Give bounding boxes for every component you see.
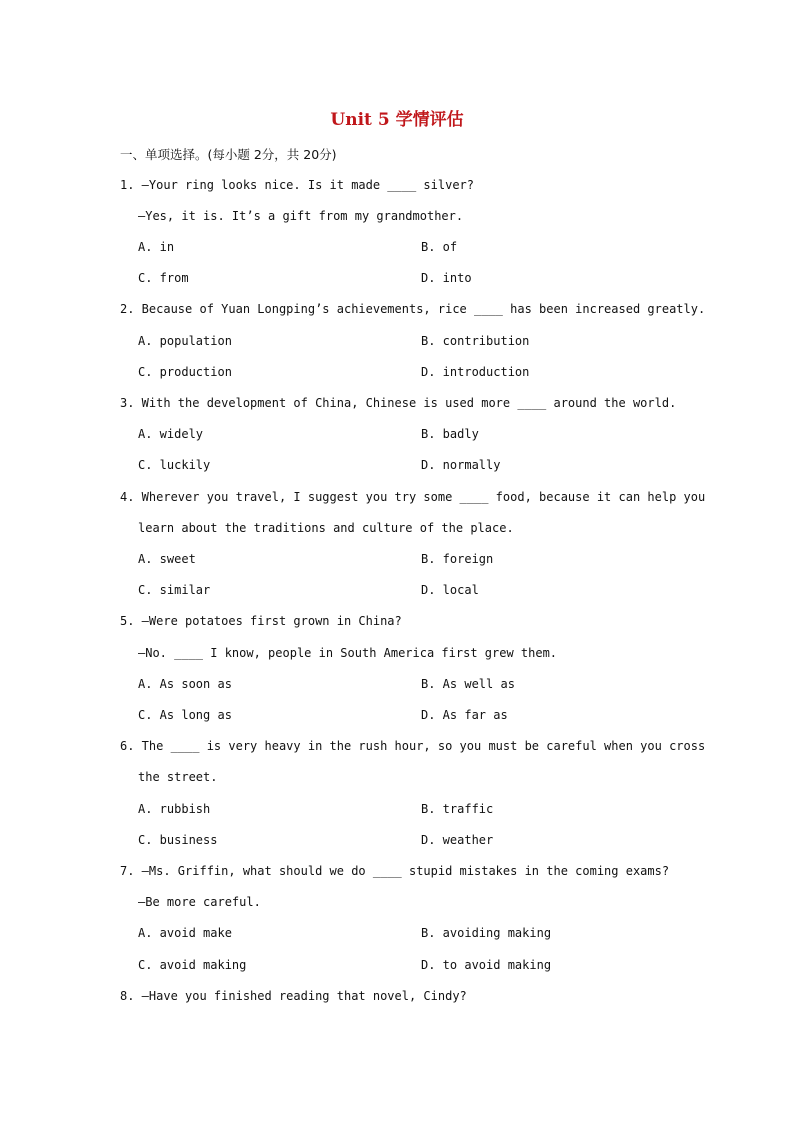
- option-b: B. foreign: [421, 552, 494, 566]
- option-b: B. traffic: [421, 802, 494, 816]
- option-c: C. As long as: [138, 708, 232, 722]
- section-heading: 一、单项选择。(每小题 2分，共 20分): [120, 147, 337, 162]
- option-b: B. As well as: [421, 677, 515, 691]
- option-a: A. avoid make: [138, 926, 232, 940]
- option-a: A. population: [138, 334, 232, 348]
- option-a: A. As soon as: [138, 677, 232, 691]
- option-d: D. to avoid making: [421, 958, 552, 972]
- option-a: A. sweet: [138, 552, 196, 566]
- option-d: D. weather: [421, 833, 494, 847]
- option-c: C. luckily: [138, 458, 211, 472]
- option-a: A. rubbish: [138, 802, 211, 816]
- option-b: B. of: [421, 240, 458, 254]
- question-4-stem: 4. Wherever you travel, I suggest you try some ____ food, because it can help you: [120, 490, 706, 504]
- option-c: C. similar: [138, 583, 211, 597]
- page-title: Unit 5 学情评估: [330, 110, 464, 130]
- option-b: B. contribution: [421, 334, 530, 348]
- option-d: D. introduction: [421, 365, 530, 379]
- option-d: D. into: [421, 271, 472, 285]
- question-1-stem: 1. —Your ring looks nice. Is it made ____ silver?: [120, 178, 475, 192]
- option-a: A. in: [138, 240, 175, 254]
- question-3-stem: 3. With the development of China, Chinese is used more ____ around the world.: [120, 396, 677, 410]
- option-b: B. badly: [421, 427, 479, 441]
- question-8-stem: 8. —Have you finished reading that novel, Cindy?: [120, 989, 467, 1003]
- option-c: C. from: [138, 271, 189, 285]
- option-a: A. widely: [138, 427, 204, 441]
- question-2-stem: 2. Because of Yuan Longping’s achievements, rice ____ has been increased greatly.: [120, 302, 706, 316]
- question-1-reply: —Yes, it is. It’s a gift from my grandmother.: [138, 209, 464, 223]
- option-d: D. As far as: [421, 708, 508, 722]
- question-7-stem: 7. —Ms. Griffin, what should we do ____ stupid mistakes in the coming exams?: [120, 864, 670, 878]
- question-4-stem-continued: learn about the traditions and culture of the place.: [138, 521, 514, 535]
- option-c: C. business: [138, 833, 218, 847]
- question-6-stem: 6. The ____ is very heavy in the rush hour, so you must be careful when you cross: [120, 739, 706, 753]
- option-b: B. avoiding making: [421, 926, 552, 940]
- question-5-reply: —No. ____ I know, people in South America first grew them.: [138, 646, 558, 660]
- option-c: C. avoid making: [138, 958, 247, 972]
- question-7-reply: —Be more careful.: [138, 895, 261, 909]
- option-d: D. local: [421, 583, 479, 597]
- option-d: D. normally: [421, 458, 501, 472]
- question-6-stem-continued: the street.: [138, 770, 218, 784]
- question-5-stem: 5. —Were potatoes first grown in China?: [120, 614, 402, 628]
- option-c: C. production: [138, 365, 232, 379]
